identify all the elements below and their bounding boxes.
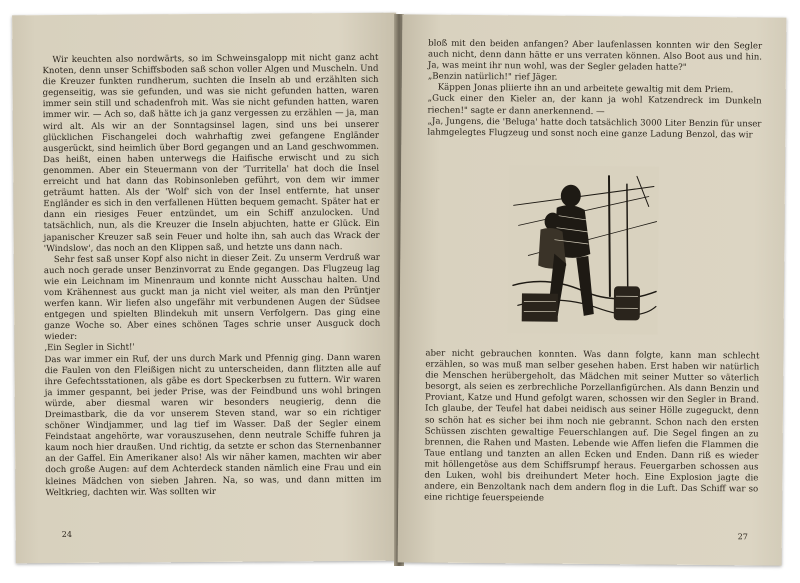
paragraph: Sehr fest saß unser Kopf also nicht in dieser Zeit. Zu unserm Verdruß war auch noch gerade unser Benzinvorrat zu Ende gegangen. Das Flugzeug lag wie ein Leichnam im Minenraum und konnte nicht Ausschau halten. Und vom Krähennest aus guckt man ja nicht viel weiter, als man den Prüntjer werfen kann. Wir liefen also ungefähr mit verbundenen Augen der Südsee entgegen und spielten Blindekuh mit unsern Verfolgern. Das ging eine ganze Woche so. Aber eines schönen Tages schrie unser Ausguck doch wieder:	[43, 252, 381, 343]
paragraph: Käppen Jonas pliierte ihn an und arbeitete gewaltig mit dem Priem.	[437, 83, 734, 96]
open-book	[14, 14, 786, 566]
left-page	[12, 13, 400, 564]
paragraph: Das war immer ein Ruf, der uns durch Mark und Pfennig ging. Dann waren die Faulen von den Fleißigen nicht zu unterscheiden, dann flitzten alle auf ihre Gefechtsstationen, als gäbe es dort Speckerbsen zu futtern. Wir waren ja immer gespannt, bei jeder Prise, was der Feindbund uns wohl bringen würde, aber diesmal waren wir besonders neugierig, denn die Dreimastbark, die da vor unserem Steven stand, war so ein richtiger schöner Windjammer, und lag tief im Wasser. Daß der Segler einem Feindstaat angehörte, war vorauszusehen, denn neutrale Schiffe fuhren ja kaum noch hier draußen. Und richtig, da setzte er schon das Sternenbanner an der Gaffel. Ein Amerikaner also! Als wir näher kamen, machten wir aber doch große Augen: auf dem Achterdeck standen nämlich eine Frau und ein kleines Mädchen von sieben Jahren. Na, so was, und dann mitten im Weltkrieg, dachten wir. Was sollten wir	[44, 352, 382, 498]
woodcut-sailor-carrying-girl-icon	[508, 165, 659, 334]
paragraph: „Guck einer den Kieler an, der kann ja wohl Katzendreck im Dunkeln riechen!" sagte er dann anerkennend. —	[427, 94, 762, 117]
paragraph: „Benzin natürlich!" rief Jäger.	[427, 71, 558, 83]
right-page-text-bottom	[424, 349, 759, 507]
right-page	[398, 14, 787, 565]
paragraph: ‚Ein Segler in Sicht!'	[44, 342, 135, 354]
right-page-text-top	[427, 39, 762, 142]
page-number-left: 24	[61, 529, 72, 540]
page-number-right: 27	[737, 532, 748, 542]
paragraph: Wir keuchten also nordwärts, so im Schweinsgalopp mit nicht ganz acht Knoten, denn unser Schiffsboden saß schon voller Algen und Muscheln. Und die Kreuzer funkten rundherum, suchten die Inseln ab und erzählten sich gegenseitig, was sie gefunden, und was sie nicht gefunden hatten, waren immer sein still und schadenfroh mit. Was sie nicht gefunden hatten, waren immer wir. — Ach so, daß hätte ich ja ganz vergessen zu erzählen — ja, man wird alt. Als wir an der Sonntagsinsel lagen, sind uns bei unserer glücklichen Fischangelei doch wahrhaftig zwei gefangene Engländer ausgerückt, sind heimlich über Bord gegangen und an Land geschwommen. Das heißt, einen haben unterwegs die Haifische erwischt und zu sich genommen. Aber ein Steuermann von der 'Turritella' hat doch die Insel erreicht und hat dann das Robinsonleben geführt, von dem wir immer geträumt hatten. Als der 'Wolf' sich von der Insel entfernte, hat unser Engländer es sich in den verfallenen Hütten bequem gemacht. Später hat er dann ein riesiges Feuer entzündet, um ein Schiff anzulocken. Und tatsächlich, nun, als die Kreuzer die Inseln abjuchten, hatte er Glück. Ein japanischer Kreuzer saß sein Feuer und holte ihn, sah auch das Wrack der 'Windslow', das noch an den Klippen saß, und hetzte uns dann nach.	[42, 52, 380, 254]
paragraph: „Ja, Jungens, die 'Beluga' hatte doch tatsächlich 3000 Liter Benzin für unser lahmgelegtes Flugzeug und sonst noch eine ganze Ladung Benzol, das wir	[427, 116, 762, 141]
left-page-text	[42, 53, 381, 499]
paragraph: aber nicht gebrauchen konnten. Was dann folgte, kann man schlecht erzählen, so was muß man selber gesehen haben. Erst haben wir natürlich die Menschen herübergeholt, das Mädchen mit seiner Mutter so väterlich besorgt, als seien es zerbrechliche Porzellanfigürchen. Als dann Benzin und Proviant, Katze und Hund gefolgt waren, schossen wir den Segler in Brand. Ich glaube, der Teufel hat dabei neidisch aus seiner Hölle zugeguckt, denn so schön hat es sicher bei ihm noch nie gebrannt. Schon nach den ersten Schüssen zischten gewaltige Feuerschlangen auf. Die Segel fingen an zu brennen, die Rahen und Masten. Lebende wie Affen liefen die Flammen die Taue entlang und tanzten an allen Ecken und Enden. Dann riß es wieder mit höllengetöse aus dem Schiffsrumpf heraus. Feuergarben schossen aus den Luken, wohl bis dreihundert Meter hoch. Eine Explosion jagte die andere, ein Benzoltank nach dem andern flog in die Luft. Das Schiff war so eine richtige feuerspeiende	[424, 348, 760, 504]
paragraph: bloß mit den beiden anfangen? Aber laufenlassen konnten wir den Segler auch nicht, denn dann hätte er uns verraten können. Also Boot aus und hin. Ja, was meint ihr nun wohl, was der Segler geladen hatte?"	[427, 38, 763, 74]
